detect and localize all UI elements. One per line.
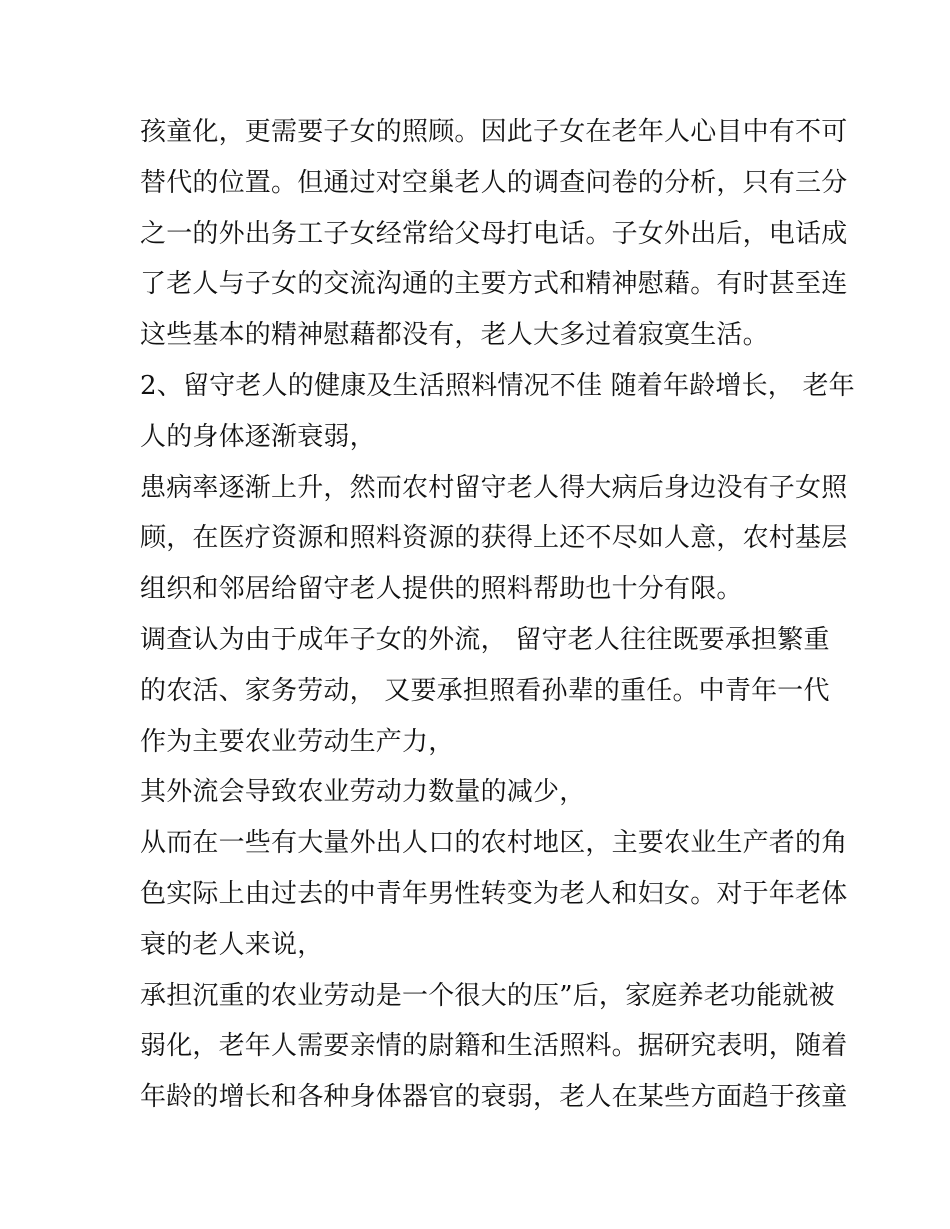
text-line: 之一的外出务工子女经常给父母打电话。子女外出后，电话成 (140, 218, 848, 249)
text-line: 顾，在医疗资源和照料资源的获得上还不尽如人意，农村基层 (140, 523, 848, 554)
text-line: 孩童化，更需要子女的照顾。因此子女在老年人心目中有不可 (140, 117, 848, 147)
text-line: 患病率逐渐上升，然而农村留守老人得大病后身边没有子女照 (140, 472, 848, 503)
text-line: 的农活、家务劳动， 又要承担照看孙辈的重任。中青年一代 (140, 675, 830, 706)
text-line: 调查认为由于成年子女的外流， 留守老人往往既要承担繁重 (140, 624, 830, 655)
text-line: 作为主要农业劳动生产力， (140, 726, 455, 757)
text-line: 从而在一些有大量外出人口的农村地区，主要农业生产者的角 (140, 828, 848, 859)
section-heading-line: 2、留守老人的健康及生活照料情况不佳 随着年龄增长， 老年 (140, 370, 855, 401)
text-line: 承担沉重的农业劳动是一个很大的压”后，家庭养老功能就被 (140, 980, 835, 1011)
body-text (140, 107, 855, 1123)
text-line: 其外流会导致农业劳动力数量的减少， (140, 777, 586, 808)
text-line: 衰的老人来说， (140, 929, 324, 960)
text-line: 了老人与子女的交流沟通的主要方式和精神慰藉。有时甚至连 (140, 269, 848, 300)
text-line: 这些基本的精神慰藉都没有，老人大多过着寂寞生活。 (140, 320, 769, 351)
text-line: 人的身体逐渐衰弱， (140, 421, 376, 452)
text-line: 弱化，老年人需要亲情的尉籍和生活照料。据研究表明，随着 (140, 1031, 848, 1062)
text-line: 色实际上由过去的中青年男性转变为老人和妇女。对于年老体 (140, 878, 848, 909)
text-line: 替代的位置。但通过对空巢老人的调查问卷的分析，只有三分 (140, 167, 848, 198)
text-line: 组织和邻居给留守老人提供的照料帮助也十分有限。 (140, 574, 743, 605)
text-line: 年龄的增长和各种身体器官的衰弱，老人在某些方面趋于孩童 (140, 1082, 848, 1113)
